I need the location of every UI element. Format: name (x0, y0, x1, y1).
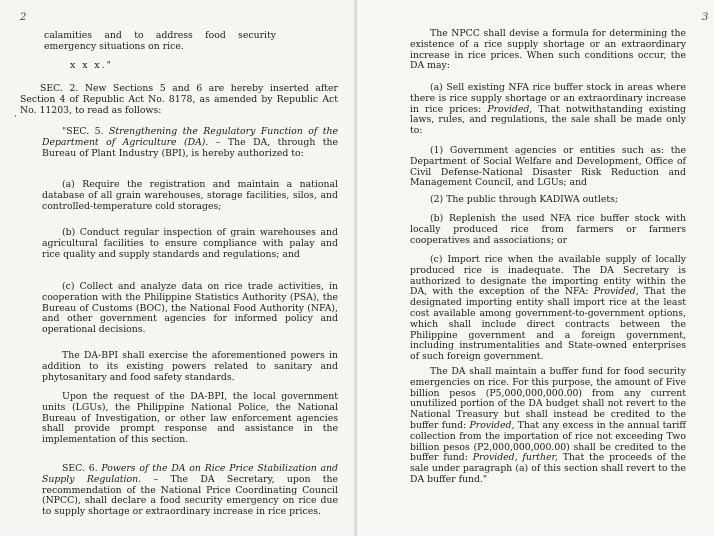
buffer-end: That the proceeds of the sale under paragraph (a) of this section shall revert to the DA buffer fund." (410, 452, 686, 485)
upon-request: Upon the request of the DA-BPI, the local government units (LGUs), the Philippine National Police, the National Bureau of Investigation, or other law enforcement agencies shall provide prompt response and assistance in the implementation of this section. (42, 391, 338, 446)
page-number-left: 2 (20, 12, 27, 23)
right-item-c (410, 255, 686, 363)
right-item-a-main: (a) Sell existing NFA rice buffer stock in areas where there is rice supply shortage or an extraordinary increase in rice prices: (410, 82, 686, 115)
ellipsis: x x x." (70, 60, 113, 71)
sec5-title: Strengthening the Regulatory Function of the Department of Agriculture (DA). (42, 126, 338, 148)
page-number-right: 3 (702, 12, 709, 23)
buffer-provided-further: Provided, further, (472, 452, 558, 464)
buffer-provided: Provided, (469, 419, 515, 431)
sec6-title: Powers of the DA on Rice Price Stabilization and Supply Regulation. (42, 463, 338, 485)
sub-item-1: (1) Government agencies or entities such as: the Department of Social Welfare and Development, Office of Civil Defense-National Disaster Risk Reduction and Management Council, and LGUs; and (410, 145, 686, 189)
buffer-fund-main: The DA shall maintain a buffer fund for food security emergencies on rice. For this purpose, the amount of Five billion pesos (P5,000,000,000.00) from any current unutilized portion of the DA budget shall not revert to the National Treasury but shall instead be credited to the buffer fund: (410, 366, 686, 431)
buffer-fund (410, 367, 686, 486)
right-item-a (410, 83, 686, 137)
sec5-lead: "SEC. 5. (62, 126, 104, 137)
right-item-c-main: (c) Import rice when the available supply of locally produced rice is inadequate. The DA Secretary is authorized to designate the importing entity within the DA, with the exception of the NFA: (410, 254, 686, 298)
sec2-intro: SEC. 2. New Sections 5 and 6 are hereby inserted after Section 4 of Republic Act No. 8178, as amended by Republic Act No. 11203, to read as follows: (20, 83, 338, 116)
item-a: (a) Require the registration and maintain a national database of all grain warehouses, storage facilities, silos, and controlled-temperature cold storages; (42, 179, 338, 212)
item-b: (b) Conduct regular inspection of grain warehouses and agricultural facilities to ensure compliance with palay and rice quality and supply standards and regulations; and (42, 227, 338, 260)
margin-mark: ’ (14, 114, 17, 123)
item-c: (c) Collect and analyze data on rice trade activities, in cooperation with the Philippine Statistics Authority (PSA), the Bureau of Customs (BOC), the National Food Authority (NFA), and other government agencies for informed policy and operational decisions. (42, 281, 338, 336)
sec6-lead: SEC. 6. (62, 463, 98, 474)
sec6-paragraph (42, 464, 338, 518)
right-item-a-rest: That notwithstanding existing laws, rules, and regulations, the sale shall be made only to: (410, 103, 686, 137)
sec5-body: – The DA, through the Bureau of Plant Industry (BPI), is hereby authorized to: (42, 136, 339, 159)
right-item-a-provided: Provided, (487, 103, 533, 115)
left-page (0, 0, 356, 536)
sub-item-2: (2) The public through KADIWA outlets; (430, 194, 619, 205)
opening-line: calamities and to address food security emergency situations on rice. (44, 30, 276, 52)
right-item-b: (b) Replenish the used NFA rice buffer stock with locally produced rice from farmers or farmers cooperatives and associations; or (410, 213, 686, 246)
sec6-body: – The DA Secretary, upon the recommendation of the National Price Coordinating Council (NPCC), shall declare a food security emergency on rice due to supply shortage or extraordinary increase in rice prices. (42, 473, 338, 518)
sec5-paragraph (42, 127, 338, 159)
right-item-c-provided: Provided, (593, 286, 639, 298)
npcc-formula: The NPCC shall devise a formula for determining the existence of a rice supply shortage or an extraordinary increase in rice prices. When such conditions occur, the DA may: (410, 28, 686, 72)
right-item-c-rest: That the designated importing entity shall import rice at the least cost available among government-to-government options, which shall include direct contracts between the Philippine government and a foreign government, including instrumentalities and State-owned enterprises of such foreign government. (410, 286, 686, 363)
buffer-mid: That any excess in the annual tariff collection from the importation of rice not exceeding Two billion pesos (P2,000,000,000.00) shall be credited to the buffer fund: (410, 419, 686, 464)
bpi-powers: The DA-BPI shall exercise the aforementioned powers in addition to its existing powers related to sanitary and phytosanitary and food safety standards. (42, 350, 338, 383)
